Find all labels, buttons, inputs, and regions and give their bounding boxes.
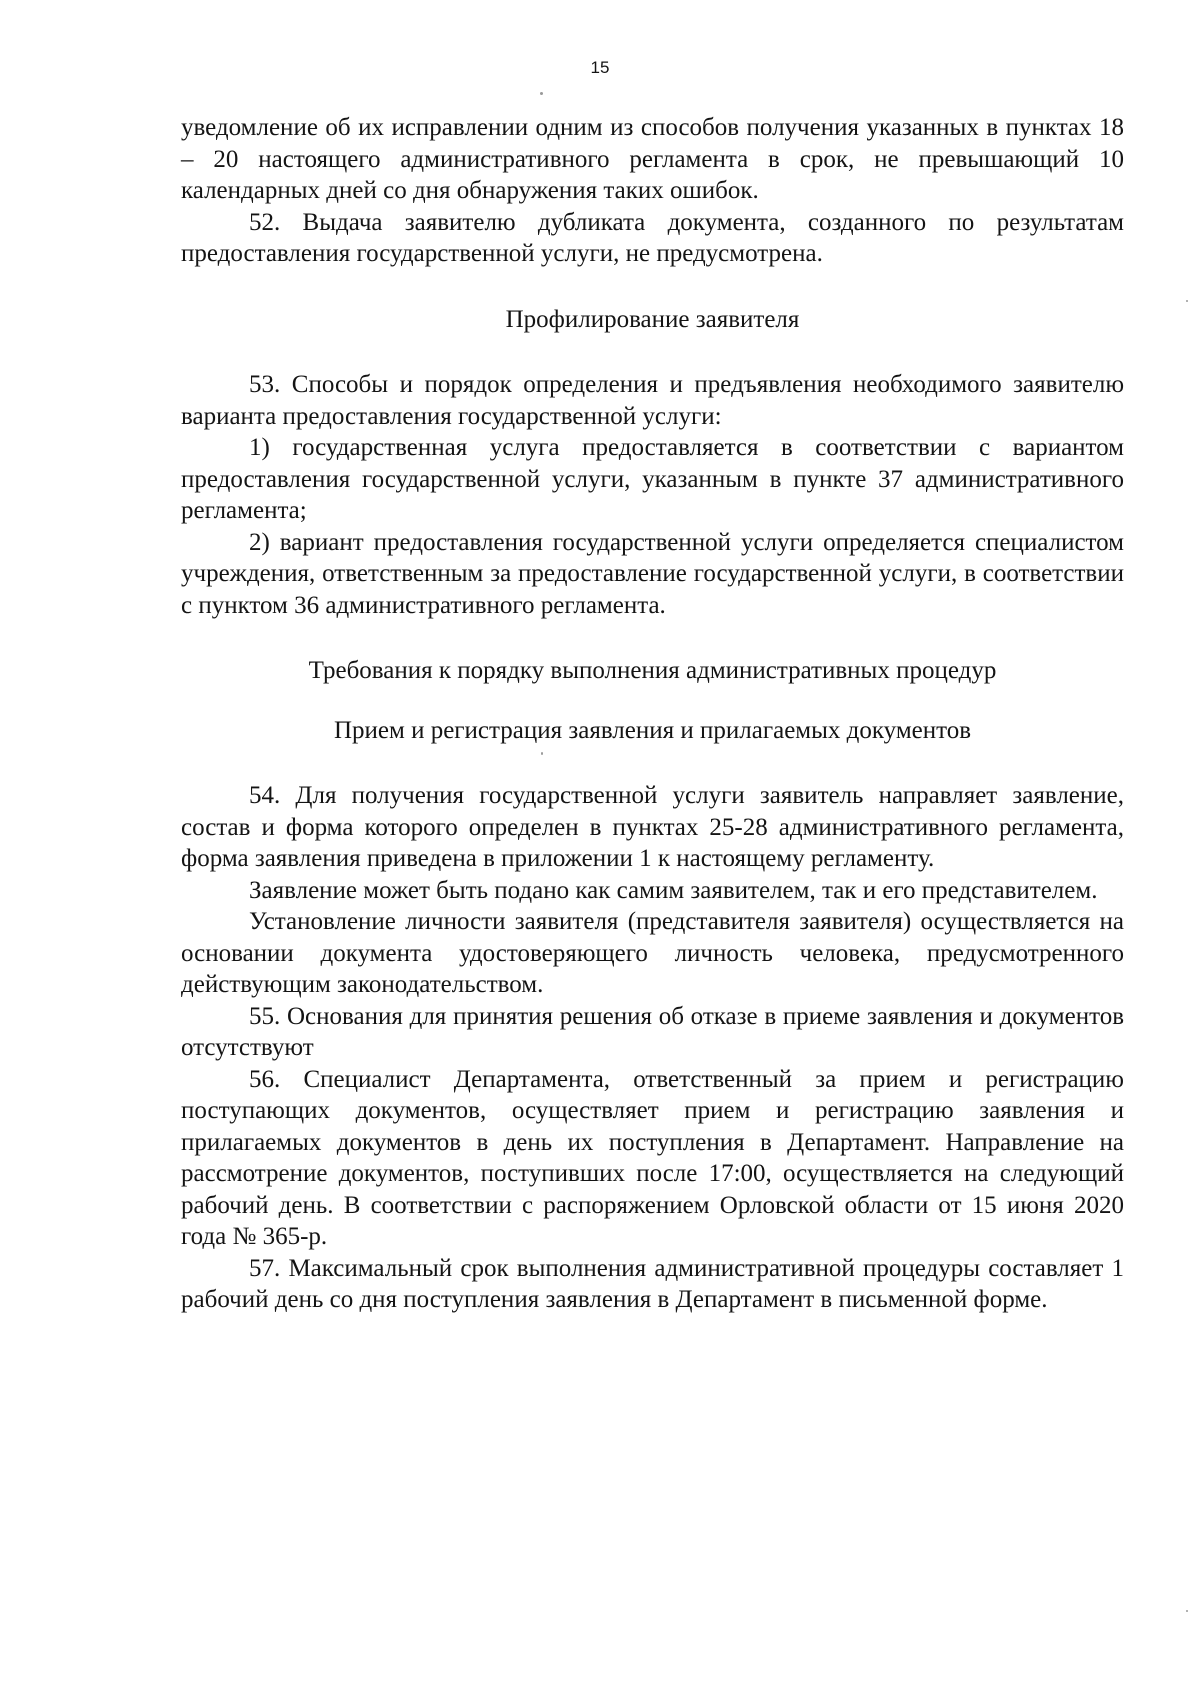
section-heading-profiling: Профилирование заявителя	[505, 305, 800, 333]
section-heading-requirements: Требования к порядку выполнения административных процедур	[308, 657, 997, 684]
scan-speck	[1186, 300, 1188, 302]
scan-speck	[540, 92, 543, 95]
paragraph-53-item-1: 1) государственная услуга предоставляется в соответствии с вариантом предоставления государственной услуги, указанным в пункте 37 административного регламента;	[181, 434, 1124, 524]
paragraph-54-c: Установление личности заявителя (представителя заявителя) осуществляется на основании документа удостоверяющего личность человека, предусмотренного действующим законодательством.	[181, 908, 1124, 998]
paragraph-53-item-2: 2) вариант предоставления государственной услуги определяется специалистом учреждения, ответственным за предоставление государственной услуги, в соответствии с пунктом 36 административного регламента.	[181, 528, 1124, 619]
paragraph-55: 55. Основания для принятия решения об отказе в приеме заявления и документов отсутствуют	[181, 1002, 1124, 1061]
paragraph-continuation: уведомление об их исправлении одним из способов получения указанных в пунктах 18 – 20 настоящего административного регламента в срок, не превышающий 10 календарных дней со дня обнаружения таких ошибок.	[181, 114, 1124, 204]
paragraph-56: 56. Специалист Департамента, ответственный за прием и регистрацию поступающих документов, осуществляет прием и регистрацию заявления и прилагаемых документов в день их поступления в Департамент. Направление на рассмотрение документов, поступивших после 17:00, осуществляется на следующий рабочий день. В соответствии с распоряжением Орловской области от 15 июня 2020 года № 365-р.	[181, 1065, 1124, 1250]
scan-speck	[1186, 1610, 1188, 1612]
paragraph-53: 53. Способы и порядок определения и предъявления необходимого заявителю варианта предоставления государственной услуги:	[181, 371, 1124, 430]
document-body	[181, 112, 1124, 1316]
section-heading-reception: Прием и регистрация заявления и прилагаемых документов	[333, 716, 972, 744]
paragraph-57: 57. Максимальный срок выполнения административной процедуры составляет 1 рабочий день со дня поступления заявления в Департамент в письменной форме.	[181, 1254, 1124, 1313]
paragraph-54-b: Заявление может быть подано как самим заявителем, так и его представителем.	[249, 876, 1098, 904]
page-number: 15	[590, 58, 610, 77]
paragraph-54: 54. Для получения государственной услуги заявитель направляет заявление, состав и форма которого определен в пунктах 25-28 административного регламента, форма заявления приведена в приложении 1 к настоящему регламенту.	[181, 782, 1124, 872]
paragraph-52: 52. Выдача заявителю дубликата документа, созданного по результатам предоставления государственной услуги, не предусмотрена.	[181, 208, 1124, 267]
